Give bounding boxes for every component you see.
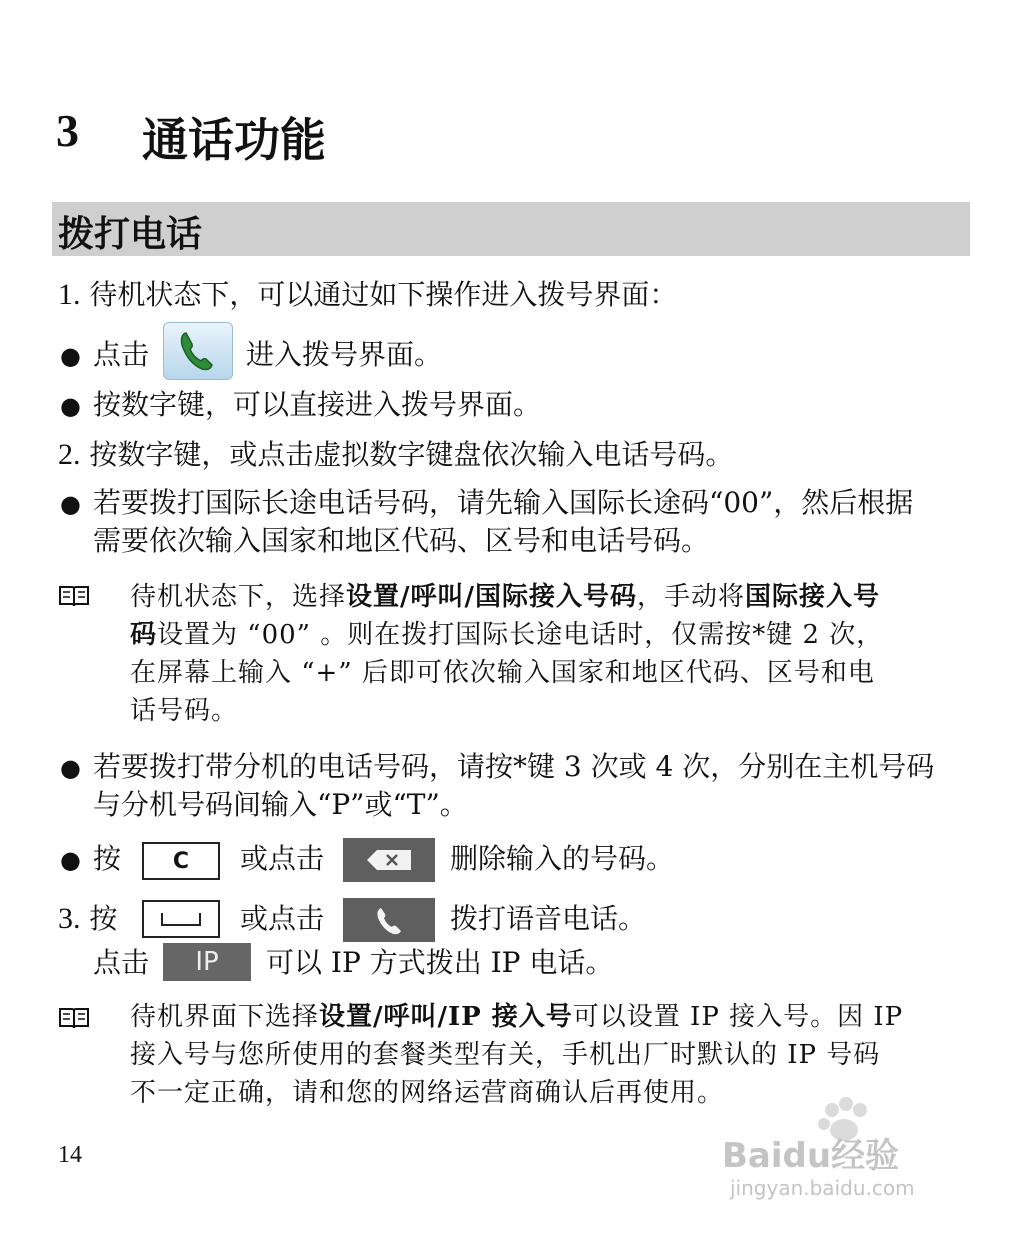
backspace-icon — [343, 838, 435, 882]
note-book-icon — [58, 1006, 90, 1030]
note-2-line-3: 不一定正确，请和您的网络运营商确认后再使用。 — [130, 1078, 725, 1108]
step-number: 3. — [58, 902, 81, 935]
bullet-text: 若要拨打带分机的电话号码，请按*键 3 次或 4 次，分别在主机号码 — [93, 750, 935, 783]
bullet-dot: ● — [60, 490, 81, 518]
step-text: 或点击 — [240, 902, 325, 935]
step-text: 点击 — [93, 946, 150, 979]
c-key: C — [142, 842, 220, 880]
bullet-text: 若要拨打国际长途电话号码，请先输入国际长途码“00”，然后根据 — [93, 486, 914, 519]
bullet-text: 进入拨号界面。 — [246, 338, 443, 371]
watermark-url: jingyan.baidu.com — [730, 1176, 915, 1200]
ip-key: IP — [163, 943, 251, 981]
note-book-icon — [58, 584, 90, 608]
call-icon — [343, 898, 435, 942]
step-text: 按 — [89, 902, 118, 935]
bullet-dot: ● — [60, 846, 81, 874]
bullet-text: 需要依次输入国家和地区代码、区号和电话号码。 — [93, 524, 710, 557]
note-text: 可以设置 IP 接入号。因 IP — [572, 1002, 904, 1032]
page-number: 14 — [58, 1142, 82, 1168]
section-title: 拨打电话 — [58, 214, 203, 255]
note-text: 待机界面下选择 — [130, 1002, 320, 1032]
bullet-text: 点击 — [93, 338, 150, 371]
note-1-line-4: 话号码。 — [130, 696, 239, 726]
bullet-dot: ● — [60, 392, 81, 420]
step-number: 1. — [58, 278, 81, 311]
note-2-line-2: 接入号与您所使用的套餐类型有关，手机出厂时默认的 IP 号码 — [130, 1040, 881, 1070]
bullet-text: 或点击 — [240, 842, 325, 875]
note-1-line-3: 在屏幕上输入 “+” 后即可依次输入国家和地区代码、区号和电 — [130, 658, 875, 688]
note-text: 待机状态下，选择 — [130, 582, 347, 612]
step-text: 可以 IP 方式拨出 IP 电话。 — [266, 946, 614, 979]
chapter-title: 通话功能 — [142, 113, 326, 167]
step-1 — [58, 276, 677, 314]
bullet-text: 按数字键，可以直接进入拨号界面。 — [93, 388, 542, 421]
phone-app-icon — [163, 322, 233, 380]
bullet-text: 与分机号码间输入“P”或“T”。 — [93, 788, 468, 821]
note-1-line-1 — [130, 578, 880, 616]
note-text: 设置为 “00” 。则在拨打国际长途电话时，仅需按*键 2 次， — [157, 620, 884, 650]
bullet-dot: ● — [60, 754, 81, 782]
note-menu-path: 设置/呼叫/IP 接入号 — [319, 1002, 573, 1032]
watermark-brand: Baidu经验 — [722, 1136, 900, 1176]
space-key-icon — [142, 900, 220, 938]
step-text: 按数字键，或点击虚拟数字键盘依次输入电话号码。 — [89, 438, 734, 471]
note-2-line-1 — [130, 998, 903, 1036]
step-2 — [58, 436, 733, 474]
step-text: 拨打语音电话。 — [450, 902, 647, 935]
step-number: 2. — [58, 438, 81, 471]
note-1-line-2 — [130, 616, 883, 654]
bullet-text: 删除输入的号码。 — [450, 842, 675, 875]
chapter-number: 3 — [56, 105, 79, 156]
bullet-dot: ● — [60, 342, 81, 370]
note-menu-path: 设置/呼叫/国际接入号码 — [346, 582, 638, 612]
step-3 — [58, 900, 117, 938]
bullet-text: 按 — [93, 842, 122, 875]
note-setting-name: 码 — [130, 620, 158, 650]
step-text: 待机状态下，可以通过如下操作进入拨号界面： — [89, 278, 678, 311]
note-setting-name: 国际接入号 — [745, 582, 881, 612]
note-text: ，手动将 — [637, 582, 746, 612]
